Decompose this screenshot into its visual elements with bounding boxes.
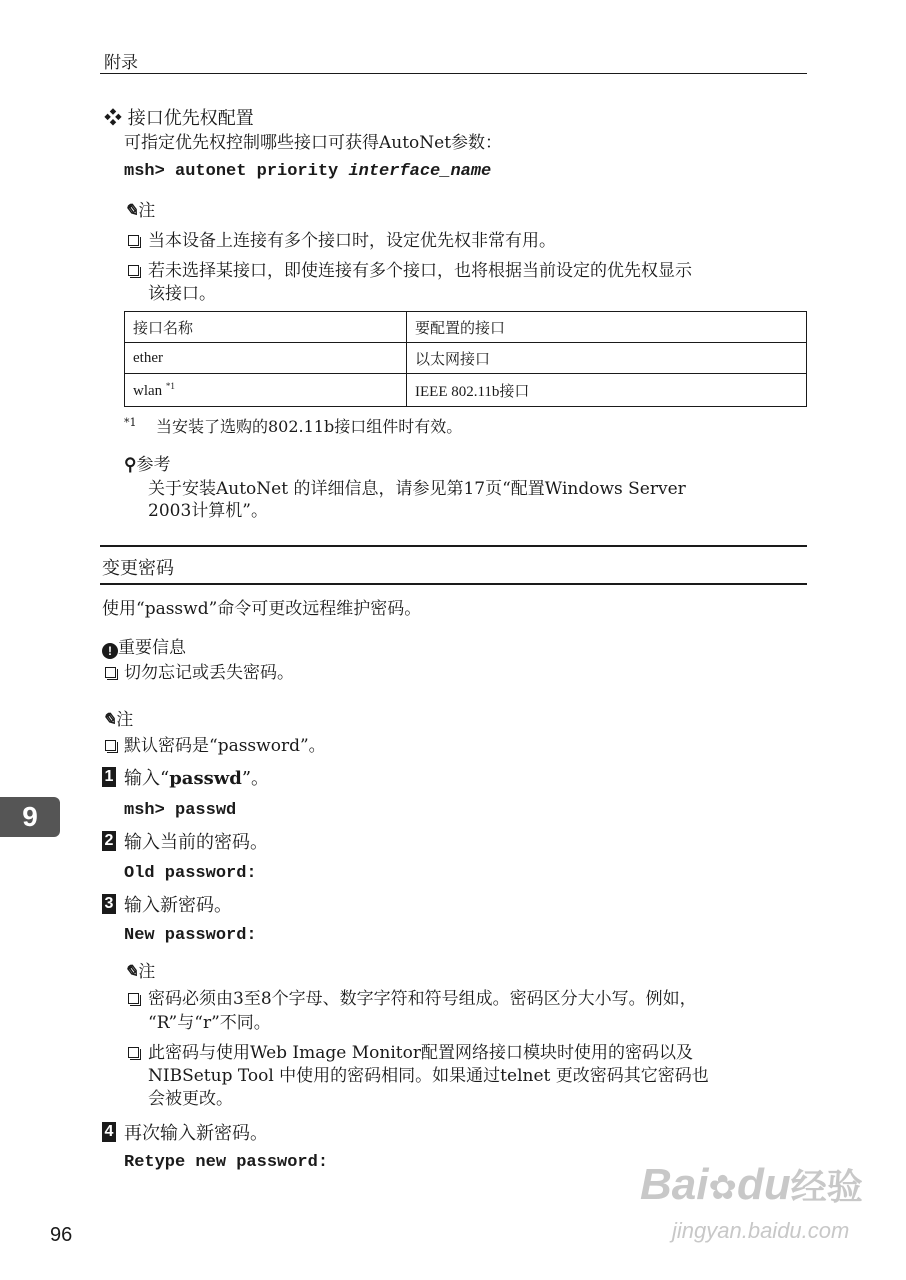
section1-note-1: 当本设备上连接有多个接口时，设定优先权非常有用。: [148, 231, 556, 251]
table-row: [125, 343, 807, 374]
step-number-4: 4: [102, 1122, 116, 1142]
reference-heading: ⚲参考: [124, 455, 171, 475]
table-cell: IEEE 802.11b接口: [407, 374, 807, 407]
reference-line-2: 2003计算机”。: [148, 501, 268, 521]
step3-note-2-cont: NIBSetup Tool 中使用的密码相同。如果通过telnet 更改密码其它密码也: [148, 1066, 709, 1086]
step-2-text: 输入当前的密码。: [124, 832, 268, 853]
step-number-3: 3: [102, 894, 116, 914]
page-number: 96: [50, 1224, 73, 1246]
step3-note-1-cont: “R”与“r”不同。: [148, 1013, 271, 1033]
section2-desc: 使用“passwd”命令可更改远程维护密码。: [102, 599, 422, 619]
table-cell: 以太网接口: [407, 343, 807, 374]
chapter-tab: 9: [0, 797, 60, 837]
section2-title: 变更密码: [102, 558, 174, 579]
table-header-row: [125, 312, 807, 343]
baidu-watermark-logo: Bai✿du经验: [640, 1160, 863, 1209]
header-rule: [100, 73, 807, 74]
magnifier-icon: ⚲: [124, 455, 137, 475]
checkbox-bullet-icon: [128, 235, 139, 246]
step-2-command: Old password:: [124, 864, 257, 883]
important-heading: ! 重要信息: [102, 637, 186, 659]
interface-table: [124, 311, 807, 407]
section2-note-item: 默认密码是“password”。: [124, 736, 326, 756]
section1-desc: 可指定优先权控制哪些接口可获得AutoNet参数：: [124, 133, 503, 153]
section1-note-2: 若未选择某接口，即使连接有多个接口，也将根据当前设定的优先权显示: [148, 261, 692, 281]
checkbox-bullet-icon: [105, 667, 116, 678]
step-4-text: 再次输入新密码。: [124, 1123, 268, 1144]
step-number-1: 1: [102, 767, 116, 787]
step3-note-2: 此密码与使用Web Image Monitor配置网络接口模块时使用的密码以及: [148, 1043, 693, 1063]
footnote-text: 当安装了选购的802.11b接口组件时有效。: [156, 417, 463, 436]
paw-icon: ✿: [708, 1169, 737, 1207]
step-3-text: 输入新密码。: [124, 895, 232, 916]
diamond-bullet-icon: ❖: [104, 108, 128, 129]
step3-note-heading: ✎注: [124, 962, 156, 982]
table-header-cell: 接口名称: [125, 312, 407, 343]
important-item: 切勿忘记或丢失密码。: [124, 663, 294, 683]
section1-note-heading: ✎注: [124, 201, 156, 221]
table-cell: ether: [125, 343, 407, 374]
checkbox-bullet-icon: [128, 265, 139, 276]
section-top-rule: [100, 545, 807, 547]
step-1-command: msh> passwd: [124, 801, 237, 820]
table-row: [125, 374, 807, 407]
pencil-icon: ✎: [124, 201, 139, 221]
checkbox-bullet-icon: [128, 1047, 139, 1058]
step-4-command: Retype new password:: [124, 1153, 329, 1172]
section1-note-2-cont: 该接口。: [148, 284, 216, 304]
step-number-2: 2: [102, 831, 116, 851]
table-header-cell: 要配置的接口: [407, 312, 807, 343]
table-cell: wlan $^{*1}$: [125, 374, 407, 407]
watermark-url: jingyan.baidu.com: [672, 1218, 850, 1243]
section2-note-heading: ✎注: [102, 710, 134, 730]
section-bottom-rule: [100, 583, 807, 585]
pencil-icon: ✎: [102, 710, 117, 730]
step3-note-1: 密码必须由3至8个字母、数字字符和符号组成。密码区分大小写。例如，: [148, 989, 697, 1009]
step3-note-2-cont2: 会被更改。: [148, 1089, 233, 1109]
section1-title: ❖ 接口优先权配置: [104, 108, 254, 129]
running-header: 附录: [104, 53, 138, 73]
step-3-command: New password:: [124, 926, 257, 945]
step-1-text: 输入“passwd”。: [124, 768, 270, 789]
section1-command: msh> autonet priority interface_name: [124, 162, 492, 181]
checkbox-bullet-icon: [128, 993, 139, 1004]
pencil-icon: ✎: [124, 962, 139, 982]
important-icon: !: [102, 643, 118, 659]
checkbox-bullet-icon: [105, 740, 116, 751]
reference-line-1: 关于安装AutoNet 的详细信息，请参见第17页“配置Windows Server: [148, 479, 686, 499]
footnote-mark: *1: [124, 416, 137, 429]
